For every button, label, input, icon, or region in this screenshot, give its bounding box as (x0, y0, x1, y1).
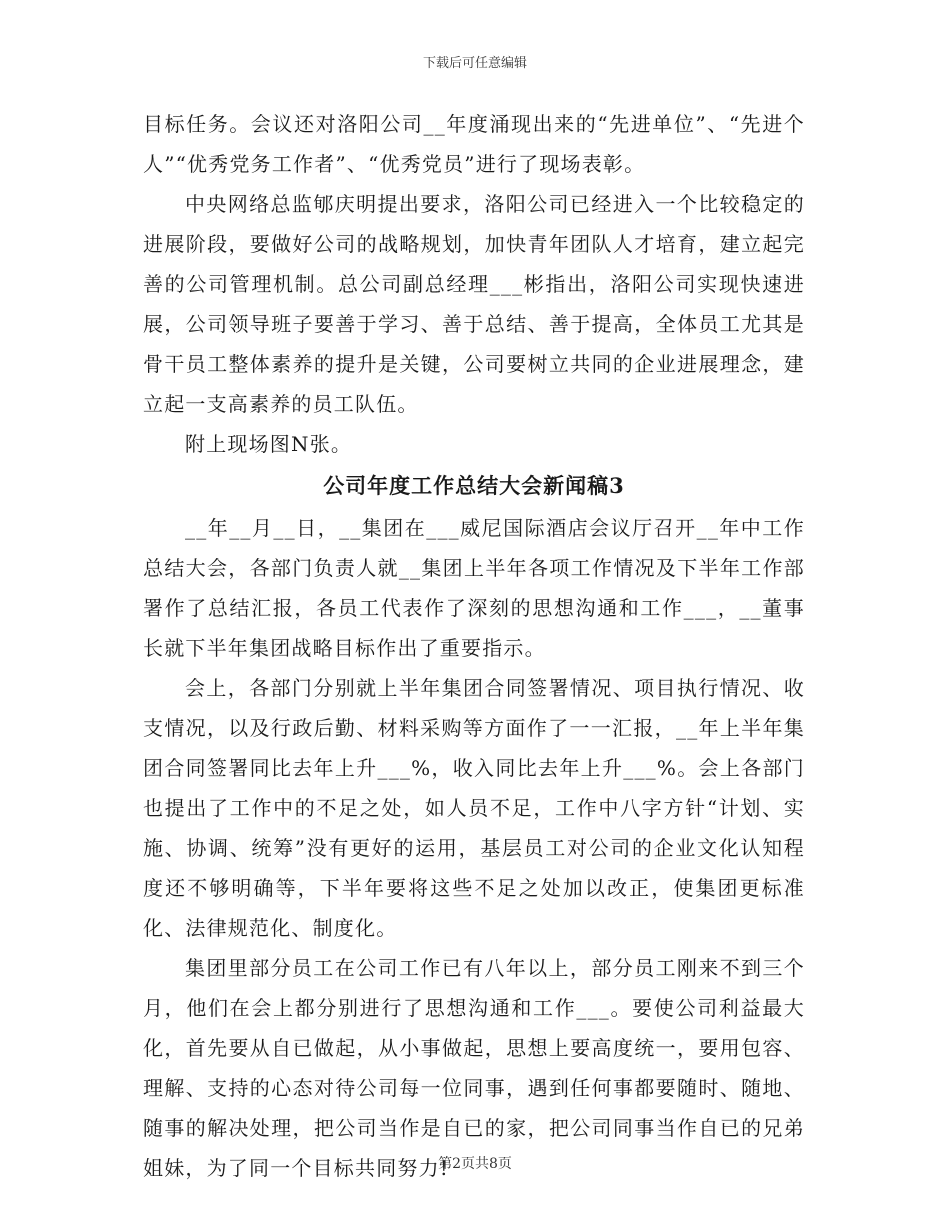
page-header: 下载后可任意编辑 (422, 56, 527, 71)
paragraph-requirements: 中央网络总监郇庆明提出要求，洛阳公司已经进入一个比较稳定的进展阶段，要做好公司的战略规划，加快青年团队人才培育，建立起完善的公司管理机制。总公司副总经理___彬指出，洛阳公司实现快速进展，公司领导班子要善于学习、善于总结、善于提高，全体员工尤其是骨干员工整体素养的提升是关键，公司要树立共同的企业进展理念，建立起一支高素养的员工队伍。 (143, 192, 805, 416)
document-body (143, 104, 805, 1188)
paragraph-attachment-note: 附上现场图N张。 (185, 432, 353, 456)
section-title: 公司年度工作总结大会新闻稿3 (323, 473, 625, 498)
page-footer: 第2页共8页 (438, 1156, 512, 1172)
paragraph-department-reports: 会上，各部门分别就上半年集团合同签署情况、项目执行情况、收支情况，以及行政后勤、材料采购等方面作了一一汇报，__年上半年集团合同签署同比去年上升___%，收入同比去年上升___%。会上各部门也提出了工作中的不足之处，如人员不足，工作中八字方针“计划、实施、协调、统筹”没有更好的运用，基层员工对公司的企业文化认知程度还不够明确等，下半年要将这些不足之处加以改正，使集团更标准化、法律规范化、制度化。 (143, 676, 805, 940)
paragraph-meeting-intro: __年__月__日，__集团在___威尼国际酒店会议厅召开__年中工作总结大会，各部门负责人就__集团上半年各项工作情况及下半年工作部署作了总结汇报，各员工代表作了深刻的思想沟通和工作___，__董事长就下半年集团战略目标作出了重要指示。 (143, 516, 805, 660)
paragraph-staff-exchange: 集团里部分员工在公司工作已有八年以上，部分员工刚来不到三个月，他们在会上都分别进行了思想沟通和工作___。要使公司利益最大化，首先要从自已做起，从小事做起，思想上要高度统一，要用包容、理解、支持的心态对待公司每一位同事，遇到任何事都要随时、随地、随事的解决处理，把公司当作是自已的家，把公司同事当作自已的兄弟姐妹，为了同一个目标共同努力! (143, 956, 805, 1180)
paragraph-continued: 目标任务。会议还对洛阳公司__年度涌现出来的“先进单位”、“先进个人”“优秀党务工作者”、“优秀党员”进行了现场表彰。 (143, 112, 805, 176)
